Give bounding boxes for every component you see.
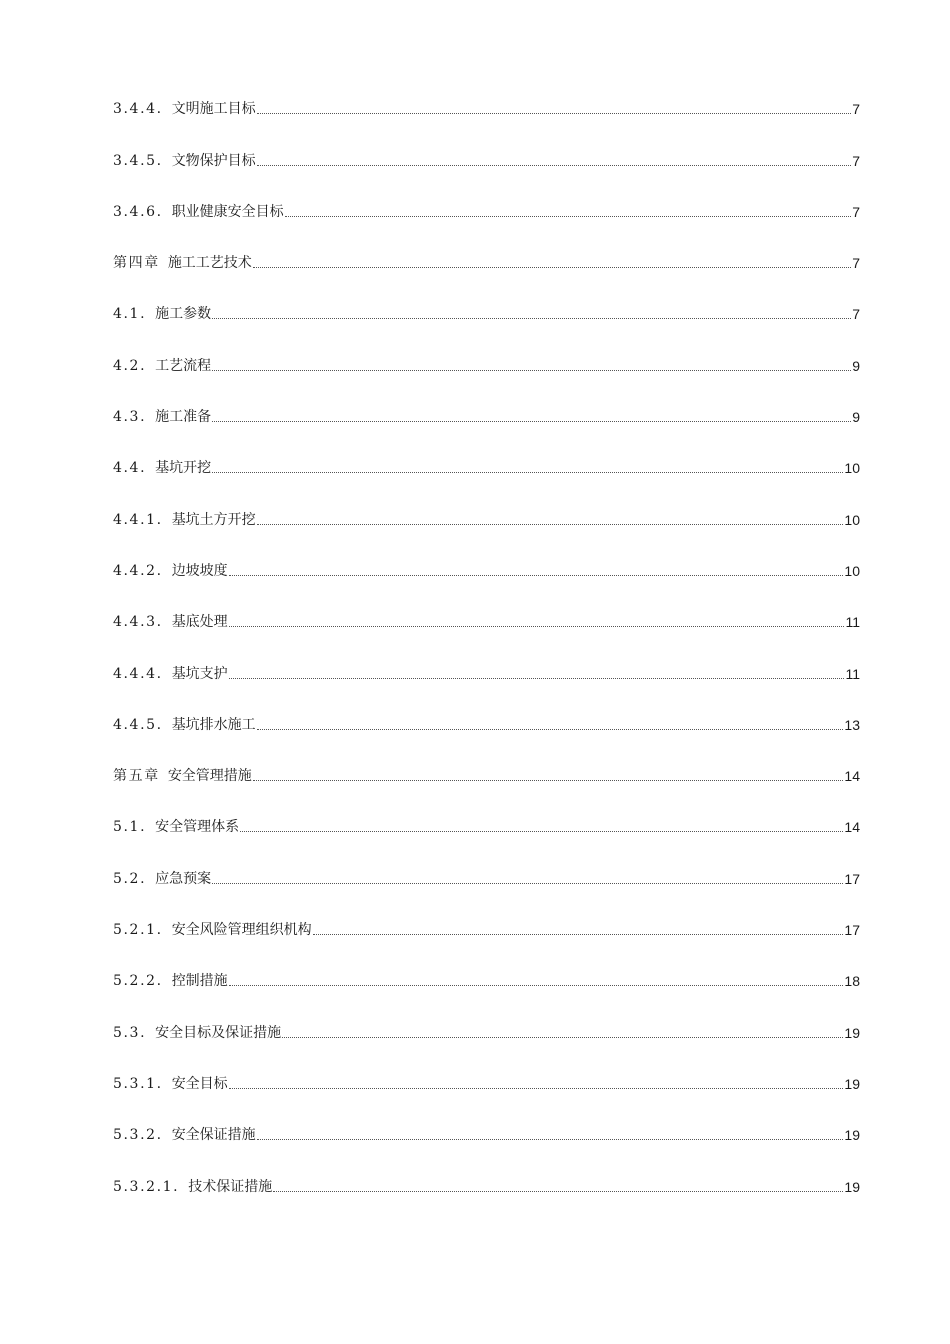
toc-dot-leader xyxy=(253,267,851,268)
toc-entry-page: 7 xyxy=(852,203,860,220)
toc-entry-page: 7 xyxy=(852,306,860,323)
toc-dot-leader xyxy=(212,370,851,371)
toc-entry-4-1[interactable] xyxy=(113,297,860,348)
toc-dot-leader xyxy=(253,780,844,781)
toc-entry-title: 基坑土方开挖 xyxy=(171,511,256,528)
toc-entry-4-4[interactable] xyxy=(113,451,860,502)
toc-entry-number: 第五章 xyxy=(113,768,160,785)
toc-entry-5-3[interactable] xyxy=(113,1015,860,1066)
toc-dot-leader xyxy=(212,421,851,422)
toc-entry-title: 基坑排水施工 xyxy=(171,716,256,733)
toc-entry-number: 4.2. xyxy=(113,357,147,374)
toc-entry-5-2-2[interactable] xyxy=(113,964,860,1015)
toc-dot-leader xyxy=(257,165,852,166)
toc-entry-3-4-4[interactable] xyxy=(113,92,860,143)
toc-entry-5-1[interactable] xyxy=(113,810,860,861)
toc-entry-number: 4.4.2. xyxy=(113,562,163,579)
toc-entry-number: 4.1. xyxy=(113,306,147,323)
toc-entry-number: 5.2.2. xyxy=(113,973,163,990)
toc-entry-title: 控制措施 xyxy=(171,973,228,990)
toc-entry-page: 19 xyxy=(844,1024,860,1041)
toc-entry-page: 18 xyxy=(844,973,860,990)
toc-entry-page: 9 xyxy=(852,409,860,426)
toc-entry-title: 安全目标 xyxy=(171,1075,228,1092)
toc-entry-number: 4.4. xyxy=(113,460,147,477)
toc-entry-chapter-5[interactable] xyxy=(113,759,860,810)
toc-dot-leader xyxy=(229,1088,844,1089)
toc-entry-number: 3.4.6. xyxy=(113,203,163,220)
toc-entry-number: 5.3.2.1. xyxy=(113,1178,180,1195)
toc-entry-title: 安全风险管理组织机构 xyxy=(171,922,312,939)
toc-entry-page: 11 xyxy=(845,614,860,631)
toc-entry-page: 19 xyxy=(844,1127,860,1144)
toc-entry-number: 4.4.3. xyxy=(113,614,163,631)
toc-entry-number: 5.2.1. xyxy=(113,922,163,939)
toc-entry-title: 边坡坡度 xyxy=(171,562,228,579)
toc-entry-page: 17 xyxy=(844,870,860,887)
toc-entry-title: 安全管理体系 xyxy=(155,819,240,836)
toc-entry-page: 11 xyxy=(845,665,860,682)
toc-entry-page: 7 xyxy=(852,255,860,272)
toc-entry-number: 3.4.5. xyxy=(113,152,163,169)
toc-entry-page: 13 xyxy=(844,716,860,733)
toc-entry-page: 9 xyxy=(852,357,860,374)
toc-entry-title: 施工参数 xyxy=(155,306,212,323)
toc-dot-leader xyxy=(257,113,852,114)
toc-entry-5-2-1[interactable] xyxy=(113,913,860,964)
toc-entry-number: 5.3. xyxy=(113,1024,147,1041)
toc-entry-5-3-2[interactable] xyxy=(113,1118,860,1169)
toc-entry-5-2[interactable] xyxy=(113,861,860,912)
toc-entry-title: 基底处理 xyxy=(171,614,228,631)
toc-entry-number: 第四章 xyxy=(113,255,160,272)
toc-dot-leader xyxy=(285,216,852,217)
toc-entry-title: 职业健康安全目标 xyxy=(171,203,284,220)
toc-dot-leader xyxy=(313,934,844,935)
toc-entry-title: 安全管理措施 xyxy=(167,768,252,785)
toc-entry-number: 4.4.5. xyxy=(113,716,163,733)
toc-entry-page: 19 xyxy=(844,1075,860,1092)
toc-dot-leader xyxy=(257,729,844,730)
toc-entry-number: 4.4.1. xyxy=(113,511,163,528)
toc-entry-number: 5.3.2. xyxy=(113,1127,163,1144)
toc-entry-title: 基坑支护 xyxy=(171,665,228,682)
toc-dot-leader xyxy=(282,1037,843,1038)
toc-dot-leader xyxy=(229,678,845,679)
toc-entry-title: 技术保证措施 xyxy=(188,1178,273,1195)
toc-entry-title: 安全目标及保证措施 xyxy=(155,1024,282,1041)
toc-entry-title: 文明施工目标 xyxy=(171,101,256,118)
toc-entry-page: 14 xyxy=(844,819,860,836)
toc-entry-5-3-2-1[interactable] xyxy=(113,1169,860,1220)
toc-entry-page: 14 xyxy=(844,768,860,785)
toc-entry-page: 10 xyxy=(844,562,860,579)
toc-dot-leader xyxy=(257,1139,844,1140)
toc-entry-4-4-2[interactable] xyxy=(113,554,860,605)
toc-entry-title: 文物保护目标 xyxy=(171,152,256,169)
toc-dot-leader xyxy=(212,883,843,884)
toc-entry-4-4-5[interactable] xyxy=(113,708,860,759)
toc-dot-leader xyxy=(273,1191,843,1192)
toc-entry-number: 5.3.1. xyxy=(113,1075,163,1092)
toc-entry-number: 4.4.4. xyxy=(113,665,163,682)
toc-entry-page: 7 xyxy=(852,101,860,118)
toc-entry-number: 5.2. xyxy=(113,870,147,887)
toc-entry-page: 7 xyxy=(852,152,860,169)
toc-entry-3-4-5[interactable] xyxy=(113,143,860,194)
toc-dot-leader xyxy=(212,472,843,473)
toc-entry-5-3-1[interactable] xyxy=(113,1067,860,1118)
toc-dot-leader xyxy=(257,524,844,525)
toc-dot-leader xyxy=(229,575,844,576)
toc-entry-chapter-4[interactable] xyxy=(113,246,860,297)
toc-entry-page: 17 xyxy=(844,922,860,939)
toc-entry-4-4-1[interactable] xyxy=(113,502,860,553)
toc-entry-title: 安全保证措施 xyxy=(171,1127,256,1144)
toc-entry-4-2[interactable] xyxy=(113,348,860,399)
toc-entry-page: 10 xyxy=(844,460,860,477)
toc-dot-leader xyxy=(229,626,845,627)
toc-entry-title: 工艺流程 xyxy=(155,357,212,374)
toc-entry-number: 4.3. xyxy=(113,409,147,426)
toc-entry-page: 10 xyxy=(844,511,860,528)
toc-dot-leader xyxy=(229,985,844,986)
toc-entry-4-4-4[interactable] xyxy=(113,656,860,707)
toc-entry-number: 5.1. xyxy=(113,819,147,836)
toc-entry-title: 施工准备 xyxy=(155,409,212,426)
toc-entry-title: 基坑开挖 xyxy=(155,460,212,477)
toc-dot-leader xyxy=(212,318,851,319)
toc-entry-4-4-3[interactable] xyxy=(113,605,860,656)
toc-entry-title: 应急预案 xyxy=(155,870,212,887)
toc-entry-page: 19 xyxy=(844,1178,860,1195)
toc-dot-leader xyxy=(240,831,843,832)
table-of-contents xyxy=(113,92,860,1221)
toc-entry-3-4-6[interactable] xyxy=(113,195,860,246)
toc-entry-number: 3.4.4. xyxy=(113,101,163,118)
toc-entry-4-3[interactable] xyxy=(113,400,860,451)
toc-entry-title: 施工工艺技术 xyxy=(167,255,252,272)
